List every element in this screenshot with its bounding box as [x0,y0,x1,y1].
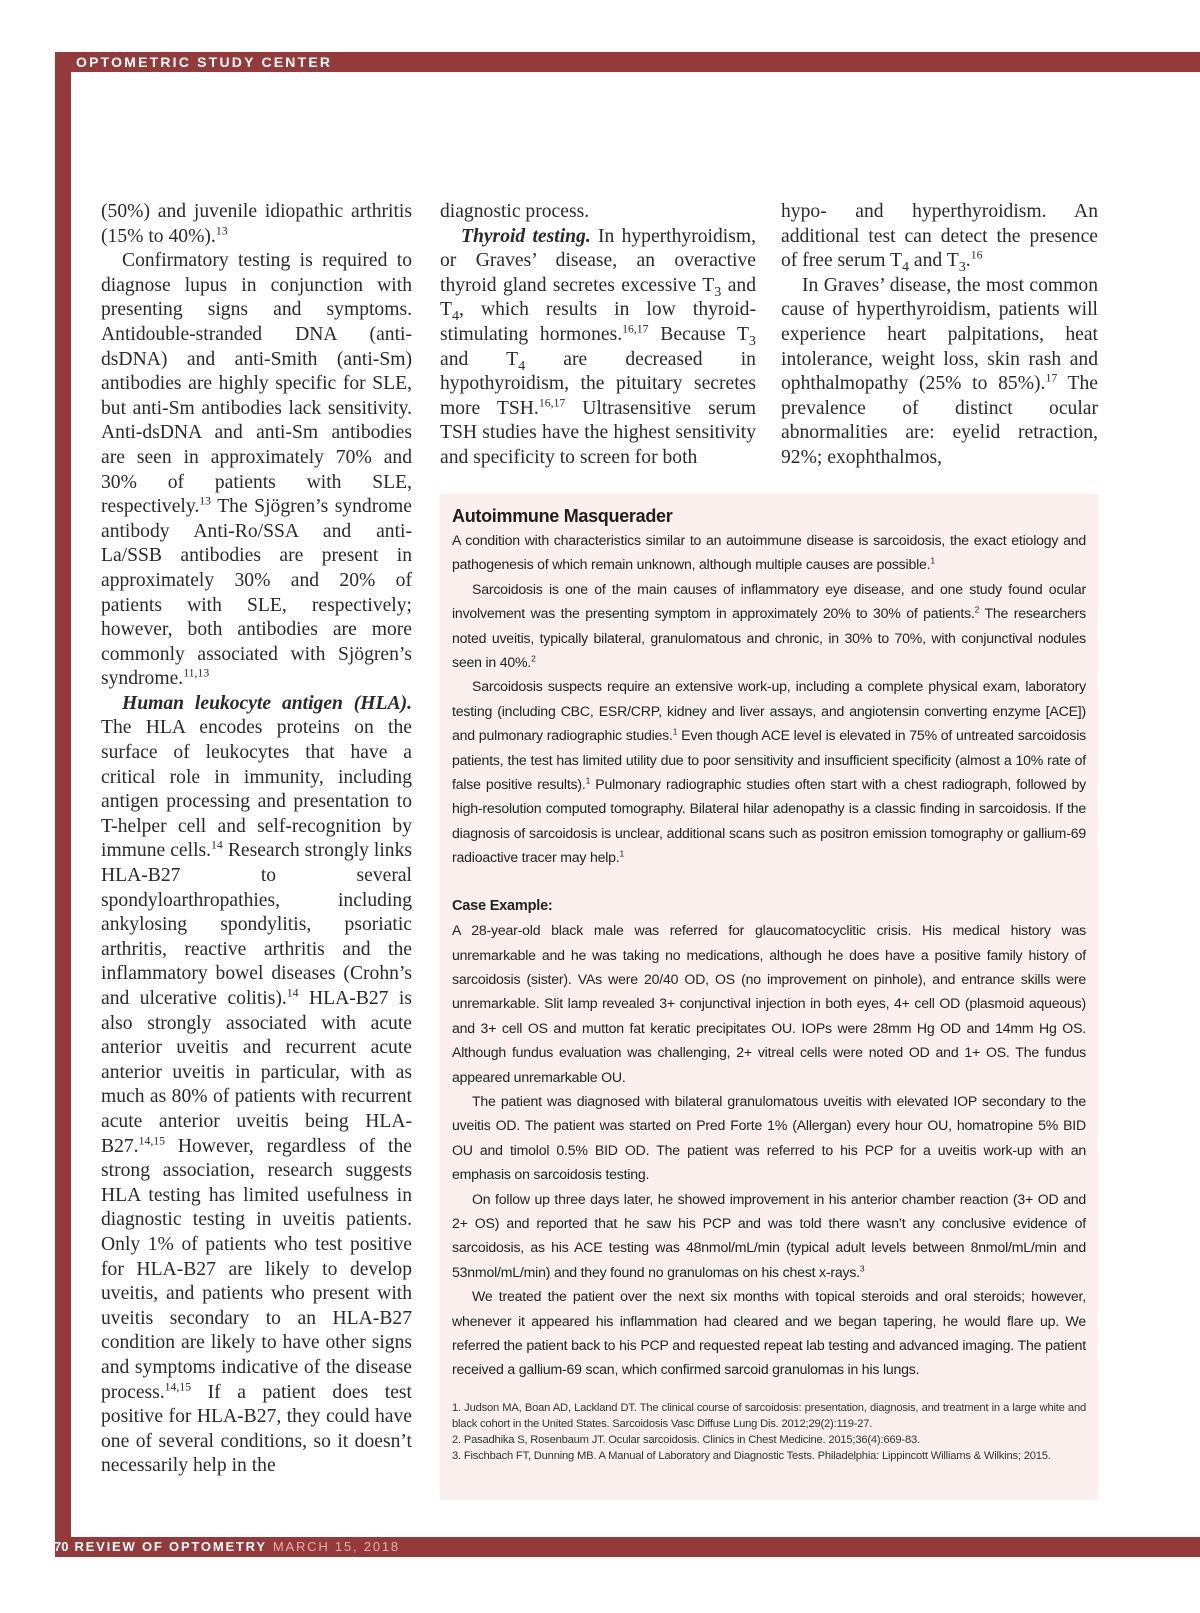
reference-item: 1. Judson MA, Boan AD, Lackland DT. The clinical course of sarcoidosis: presentation, diagnosis, and treatment in a large white and black cohort in the United States. Sarcoidosis Vasc Diffuse Lung Dis. 2012;29(2):119-27. [452,1401,1086,1430]
sidebar-box [440,494,1098,1500]
section-header-bar [55,52,1200,72]
left-accent-bar [55,52,71,1557]
column-2 [440,200,756,471]
reference-item: 3. Fischbach FT, Dunning MB. A Manual of Laboratory and Diagnostic Tests. Philadelphia: Lippincott Williams & Wilkins; 2015. [452,1449,1051,1462]
sidebar-title: Autoimmune Masquerader [452,506,673,526]
paragraph: (50%) and juvenile idiopathic arthritis (15% to 40%).$^{13}$ [101,201,412,247]
paragraph: Sarcoidosis is one of the main causes of inflammatory eye disease, and one study found ocular involvement was the presenting symptom in approximately 20% to 30% of patients.$^2$ The researchers noted uveitis, typically bilateral, granulomatous and chronic, in 30% to 70%, with conjunctival nodules seen in 40%.$^2$ [452,580,1086,671]
paragraph: We treated the patient over the next six months with topical steroids and oral steroids; however, whenever it appeared his inflammation had cleared and we began tapering, he would flare up. We referred the patient back to his PCP and requested repeat lab testing and advanced imaging. The patient received a gallium-69 scan, which confirmed sarcoid granulomas in his lungs. [452,1288,1086,1378]
paragraph: Confirmatory testing is required to diagnose lupus in conjunction with presenting signs and symptoms. Antidouble-stranded DNA (anti-dsDNA) and anti-Smith (anti-Sm) antibodies are highly specific for SLE, but anti-Sm antibodies lack sensitivity. Anti-dsDNA and anti-Sm antibodies are seen in approximately 70% and 30% of patients with SLE, respectively.$^{13}$ The Sjögren’s syndrome antibody Anti-Ro/SSA and anti-La/SSB antibodies are present in approximately 30% and 20% of patients with SLE, respectively; however, both antibodies are more commonly associated with Sjögren’s syndrome.$^{11,13}$ [101,250,412,690]
paragraph: Sarcoidosis suspects require an extensive work-up, including a complete physical exam, laboratory testing (including CBC, ESR/CRP, kidney and liver assays, and angiotensin converting enzyme [ACE]) and pulmonary radiographic studies.$^1$ Even though ACE level is elevated in 75% of untreated sarcoidosis patients, the test has limited utility due to poor sensitivity and insufficient specificity (almost a 10% rate of false positive results).$^1$ Pulmonary radiographic studies often start with a chest radiograph, followed by high-resolution computed tomography. Bilateral hilar adenopathy is a classic finding in sarcoidosis. If the diagnosis of sarcoidosis is unclear, additional scans such as positron emission tomography or gallium-69 radioactive tracer may help.$^1$ [452,678,1086,866]
page-number: 70 [54,1539,69,1554]
thyroid-heading: Thyroid testing. [461,225,591,247]
paragraph: On follow up three days later, he showed improvement in his anterior chamber reaction (3+ OD and 2+ OS) and reported that he saw his PCP and was told there wasn’t any conclusive evidence of sarcoidosis, as his ACE testing was 48nmol/mL/min (typical adult levels between 8nmol/mL/min and 53nmol/mL/min) and they found no granulomas on his chest x-rays.$^3$ [452,1190,1086,1280]
paragraph: diagnostic process. [440,201,590,222]
reference-item: 2. Pasadhika S, Rosenbaum JT. Ocular sarcoidosis. Clinics in Chest Medicine. 2015;36(4):669-83. [452,1433,920,1446]
column-1 [101,200,412,1479]
paragraph: A 28-year-old black male was referred for glaucomatocyclitic crisis. His medical history was unremarkable and he was taking no medications, although he does have a positive family history of sarcoidosis (sister). VAs were 20/40 OD, OS (no improvement on pinhole), and entrance skills were unremarkable. Slit lamp revealed 3+ conjunctival injection in both eyes, 4+ cell OD (plasmoid aqueous) and 3+ cell OS and mutton fat keratic precipitates OU. IOPs were 28mm Hg OD and 14mm Hg OS. Although fundus evaluation was challenging, 2+ vitreal cells were noted OD and 1+ OS. The fundus appeared unremarkable OU. [452,922,1086,1085]
paragraph: In Graves’ disease, the most common cause of hyperthyroidism, patients will experience heart palpitations, heat intolerance, weight loss, skin rash and ophthalmopathy (25% to 85%).$^{17}$ The prevalence of distinct ocular abnormalities are: eyelid retraction, 92%; exophthalmos, [781,274,1098,468]
paragraph: The patient was diagnosed with bilateral granulomatous uveitis with elevated IOP secondary to the uveitis OD. The patient was started on Pred Forte 1% (Allergan) every hour OU, homatropine 5% BID OU and timolol 0.5% BID OD. The patient was referred to his PCP for a uveitis work-up with an emphasis on sarcoidosis testing. [452,1092,1086,1183]
references-list [452,1400,1086,1464]
case-example-heading: Case Example: [452,897,553,914]
paragraph: Human leukocyte antigen (HLA). The HLA encodes proteins on the surface of leukocytes that have a critical role in immunity, including antigen processing and presentation to T-helper cell and self-recognition by immune cells.$^{14}$ Research strongly links HLA-B27 to several spondyloarthropathies, including ankylosing spondylitis, psoriatic arthritis, reactive arthritis and the inflammatory bowel diseases (Crohn’s and ulcerative colitis).$^{14}$ HLA-B27 is also strongly associated with acute anterior uveitis and recurrent acute anterior uveitis in particular, with as much as 80% of patients with recurrent acute anterior uveitis being HLA-B27.$^{14,15}$ However, regardless of the strong association, research suggests HLA testing has limited usefulness in diagnostic testing in uveitis patients. Only 1% of patients who test positive for HLA-B27 are likely to develop uveitis, and patients who present with uveitis secondary to an HLA-B27 condition are likely to have other signs and symptoms indicative of the disease process.$^{14,15}$ If a patient does test positive for HLA-B27, they could have one of several conditions, so it doesn’t necessarily help in the [101,692,412,1477]
paragraph: A condition with characteristics similar to an autoimmune disease is sarcoidosis, the exact etiology and pathogenesis of which remain unknown, although multiple causes are possible.$^1$ [452,532,1086,573]
paragraph: Thyroid testing. In hyperthyroidism, or Graves’ disease, an overactive thyroid gland secretes excessive $T_3$ and $T_4$, which results in low thyroid-stimulating hormones.$^{16,17}$ Because $T_3$ and $T_4$ are decreased in hypothyroidism, the pituitary secretes more TSH.$^{16,17}$ Ultrasensitive serum TSH studies have the highest sensitivity and specificity to screen for both [440,225,756,468]
magazine-name: REVIEW OF OPTOMETRY [74,1539,267,1554]
hla-heading: Human leukocyte antigen (HLA). [122,692,412,714]
paragraph: hypo- and hyperthyroidism. An additional test can detect the presence of free serum $T_4$ and $T_3.^{16}$ [781,201,1098,276]
issue-date: MARCH 15, 2018 [272,1539,400,1554]
section-title: OPTOMETRIC STUDY CENTER [76,54,333,70]
column-3 [781,200,1098,471]
footer-bar [55,1537,1200,1557]
